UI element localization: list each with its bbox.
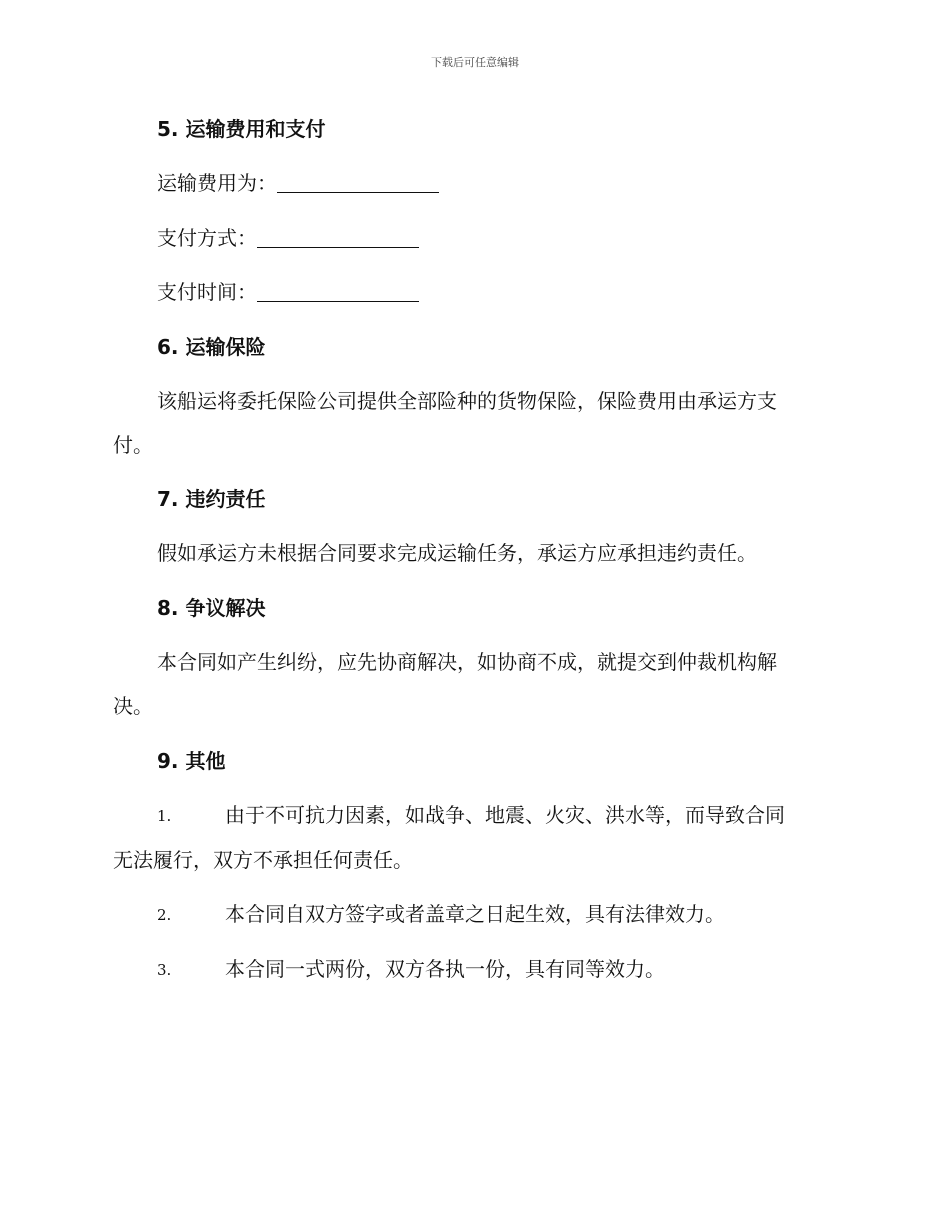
payment-time-field xyxy=(157,278,419,306)
list-item-1-line1: 由于不可抗力因素，如战争、地震、火灾、洪水等，而导致合同 xyxy=(225,803,785,827)
section-7-para: 假如承运方未根据合同要求完成运输任务，承运方应承担违约责任。 xyxy=(157,541,757,565)
section-8-para-line1: 本合同如产生纠纷，应先协商解决，如协商不成，就提交到仲裁机构解 xyxy=(157,650,777,674)
page-header: 下载后可任意编辑 xyxy=(431,56,519,69)
section-8-para-line2: 决。 xyxy=(113,694,153,718)
list-item-2-line1: 本合同自双方签字或者盖章之日起生效，具有法律效力。 xyxy=(225,902,725,926)
section-7-heading: 7. 违约责任 xyxy=(157,487,266,511)
section-6-para-line1: 该船运将委托保险公司提供全部险种的货物保险，保险费用由承运方支 xyxy=(157,389,777,413)
list-item-1-line2: 无法履行，双方不承担任何责任。 xyxy=(113,848,413,872)
list-item-3-line1: 本合同一式两份，双方各执一份，具有同等效力。 xyxy=(225,957,665,981)
fee-label: 运输费用为： xyxy=(157,171,277,195)
payment-method-field xyxy=(157,224,419,252)
section-6-heading: 6. 运输保险 xyxy=(157,335,266,359)
section-8-heading: 8. 争议解决 xyxy=(157,596,266,620)
fee-field xyxy=(157,169,439,197)
payment-method-blank[interactable] xyxy=(257,227,419,248)
list-item-number: 3. xyxy=(157,961,172,979)
list-item-number: 2. xyxy=(157,906,172,924)
list-item-number: 1. xyxy=(157,807,172,825)
fee-blank[interactable] xyxy=(277,172,439,193)
section-6-para-line2: 付。 xyxy=(113,433,153,457)
payment-method-label: 支付方式： xyxy=(157,226,257,250)
payment-time-blank[interactable] xyxy=(257,281,419,302)
section-9-heading: 9. 其他 xyxy=(157,749,226,773)
payment-time-label: 支付时间： xyxy=(157,280,257,304)
section-5-heading: 5. 运输费用和支付 xyxy=(157,117,326,141)
